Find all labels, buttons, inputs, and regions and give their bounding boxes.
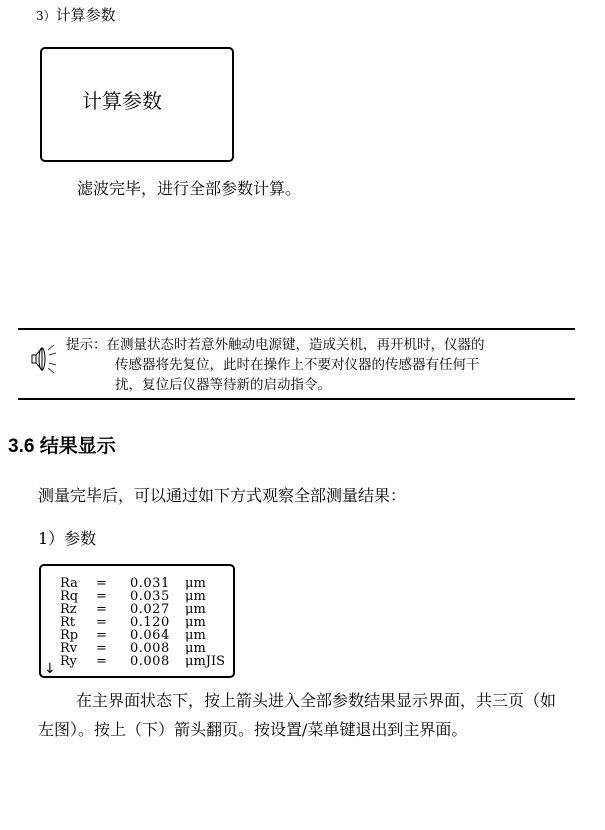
tip-label: 提示：: [66, 337, 107, 353]
step-number: 3）: [36, 9, 56, 23]
result-description: 在主界面状态下，按上箭头进入全部参数结果显示界面，共三页（如左图）。按上（下）箭头翻页。按设置/菜单键退出到主界面。: [38, 691, 557, 739]
sub-step-params: 1）参数: [38, 529, 97, 548]
param-row: Ry = 0.008 μmJIS: [60, 654, 226, 669]
step-calc-heading: [36, 4, 116, 25]
step-title: 计算参数: [55, 6, 116, 24]
param-row: Ra = 0.031 μm: [60, 576, 206, 591]
param-row: Rp = 0.064 μm: [60, 628, 206, 643]
param-row: Rt = 0.120 μm: [60, 615, 206, 630]
result-intro: 测量完毕后，可以通过如下方式观察全部测量结果：: [38, 486, 407, 505]
speaker-icon: [30, 342, 60, 376]
param-row: Rq = 0.035 μm: [60, 589, 206, 604]
section-heading: 3.6 结果显示: [8, 436, 116, 457]
param-row: Rv = 0.008 μm: [60, 641, 206, 656]
calc-screen-figure: [40, 47, 234, 162]
scroll-down-arrow-icon: ↓: [44, 661, 56, 677]
tip-text: 提示：在测量状态时若意外触动电源键，造成关机，再开机时，仪器的 传感器将先复位，此时在操作上不要对仪器的传感器有任何干 扰，复位后仪器等待新的启动指令。: [66, 337, 485, 393]
calc-description: 滤波完毕，进行全部参数计算。: [77, 179, 302, 198]
tip-box: [18, 328, 575, 400]
calc-screen-text: 计算参数: [82, 89, 162, 113]
param-row: Rz = 0.027 μm: [60, 602, 206, 617]
params-screen-figure: [39, 564, 235, 678]
